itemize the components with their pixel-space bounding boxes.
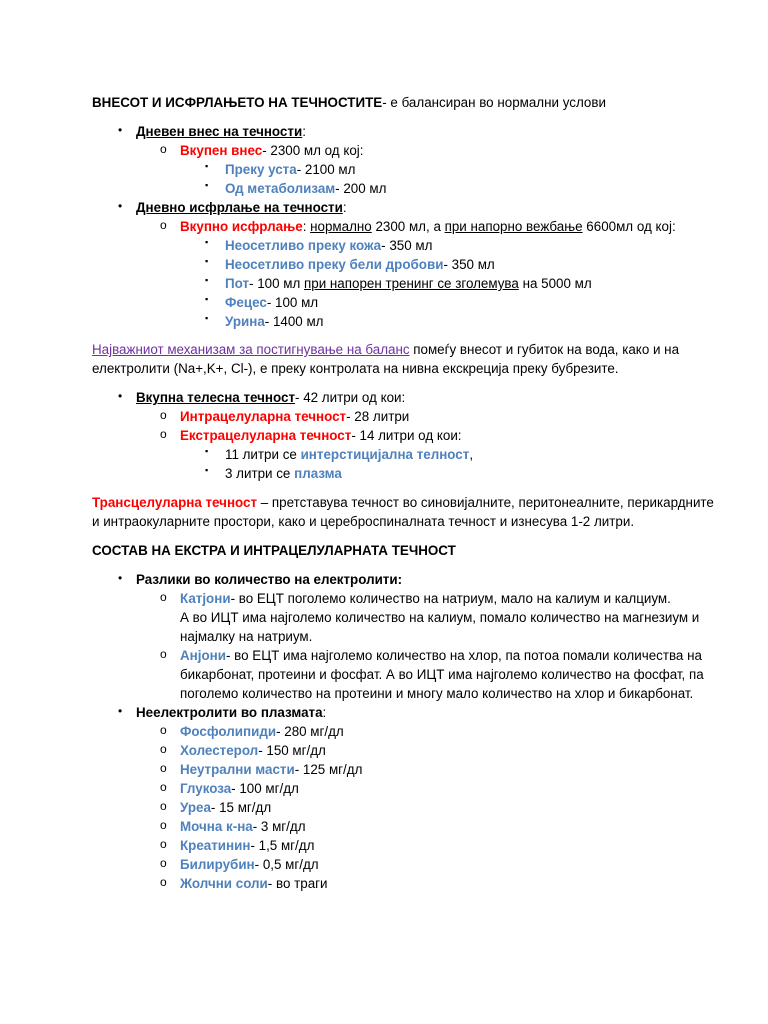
square-bullet-icon: ▪ (205, 275, 209, 285)
square-bullet-icon: ▪ (205, 313, 209, 323)
paragraph-transcellular-line2: и интраокуларните простори, како и цереброспиналната течност и изнесува 1-2 литри. (92, 514, 635, 529)
heading-balance: ВНЕСОТ И ИСФРЛАЊЕТО НА ТЕЧНОСТИТЕ- е балансиран во нормални услови (92, 95, 606, 110)
circle-bullet-icon: o (160, 742, 167, 756)
extracellular-sub-item: 11 литри се интерстицијална телност, (225, 447, 474, 462)
circle-bullet-icon: o (160, 218, 167, 232)
bullet-icon: • (118, 199, 123, 213)
extracellular-line: Екстрацелуларна течност- 14 литри од кои: (180, 428, 462, 443)
mechanism-link[interactable]: Најважниот механизам за постигнување на баланс (92, 342, 410, 357)
nonelectrolyte-item: Мочна к-на- 3 мг/дл (180, 819, 306, 834)
square-bullet-icon: ▪ (205, 256, 209, 266)
output-total: Вкупно исфрлање: нормално 2300 мл, а при напорно вежбање 6600мл од кој: (180, 219, 676, 234)
nonelectrolytes-heading: Неелектролити во плазмата: (136, 705, 327, 720)
cations-line2: А во ИЦТ има најголемо количество на калиум, помало количество на магнезиум и (180, 610, 700, 625)
intake-item: Преку уста- 2100 мл (225, 162, 356, 177)
output-item: Неосетливо преку бели дробови- 350 мл (225, 257, 495, 272)
circle-bullet-icon: o (160, 856, 167, 870)
square-bullet-icon: ▪ (205, 161, 209, 171)
square-bullet-icon: ▪ (205, 465, 209, 475)
output-item: Неосетливо преку кожа- 350 мл (225, 238, 433, 253)
nonelectrolyte-item: Уреа- 15 мг/дл (180, 800, 272, 815)
nonelectrolyte-item: Неутрални масти- 125 мг/дл (180, 762, 363, 777)
intake-item: Од метаболизам- 200 мл (225, 181, 387, 196)
nonelectrolyte-item: Билирубин- 0,5 мг/дл (180, 857, 319, 872)
output-item: Пот- 100 мл при напорен тренинг се зголемува на 5000 мл (225, 276, 592, 291)
circle-bullet-icon: o (160, 647, 167, 661)
nonelectrolyte-item: Жолчни соли- во траги (180, 876, 328, 891)
circle-bullet-icon: o (160, 427, 167, 441)
bullet-icon: • (118, 389, 123, 403)
paragraph-mechanism-line1: Најважниот механизам за постигнување на баланс помеѓу внесот и губиток на вода, како и на (92, 342, 680, 357)
bullet-icon: • (118, 123, 123, 137)
square-bullet-icon: ▪ (205, 180, 209, 190)
intake-heading: Дневен внес на течности: (136, 124, 306, 139)
circle-bullet-icon: o (160, 408, 167, 422)
square-bullet-icon: ▪ (205, 294, 209, 304)
output-heading: Дневно исфрлање на течности: (136, 200, 347, 215)
anions-line3: поголемо количество на протеини и многу мало количество на хлор и бикарбонат. (180, 686, 694, 701)
circle-bullet-icon: o (160, 780, 167, 794)
circle-bullet-icon: o (160, 799, 167, 813)
anions-line2: бикарбонат, протеини и фосфат. А во ИЦТ има најголемо количество на фосфат, па (180, 667, 704, 682)
cations-line1: Катјони- во ЕЦТ поголемо количество на натриум, мало на калиум и калциум. (180, 591, 671, 606)
paragraph-transcellular-line1: Трансцелуларна течност – претставува течност во синовијалните, перитонеалните, перикардните (92, 495, 714, 510)
cations-line3: најмалку на натриум. (180, 629, 313, 644)
nonelectrolyte-item: Глукоза- 100 мг/дл (180, 781, 299, 796)
circle-bullet-icon: o (160, 761, 167, 775)
output-item: Фецес- 100 мл (225, 295, 319, 310)
nonelectrolyte-item: Креатинин- 1,5 мг/дл (180, 838, 315, 853)
circle-bullet-icon: o (160, 875, 167, 889)
square-bullet-icon: ▪ (205, 446, 209, 456)
nonelectrolyte-item: Холестерол- 150 мг/дл (180, 743, 326, 758)
electrolytes-heading: Разлики во количество на електролити: (136, 572, 403, 587)
intracellular-line: Интрацелуларна течност- 28 литри (180, 409, 410, 424)
extracellular-sub-item: 3 литри се плазма (225, 466, 342, 481)
body-water-heading: Вкупна телесна течност- 42 литри од кои: (136, 390, 406, 405)
circle-bullet-icon: o (160, 142, 167, 156)
square-bullet-icon: ▪ (205, 237, 209, 247)
intake-total: Вкупен внес- 2300 мл од кој: (180, 143, 364, 158)
paragraph-mechanism-line2: електролити (Na+,K+, Cl-), е преку контролата на нивна екскреција преку бубрезите. (92, 361, 619, 376)
nonelectrolyte-item: Фосфолипиди- 280 мг/дл (180, 724, 344, 739)
circle-bullet-icon: o (160, 590, 167, 604)
bullet-icon: • (118, 571, 123, 585)
bullet-icon: • (118, 704, 123, 718)
circle-bullet-icon: o (160, 818, 167, 832)
output-item: Урина- 1400 мл (225, 314, 324, 329)
heading-composition: СОСТАВ НА ЕКСТРА И ИНТРАЦЕЛУЛАРНАТА ТЕЧНОСТ (92, 543, 456, 558)
circle-bullet-icon: o (160, 837, 167, 851)
anions-line1: Анјони- во ЕЦТ има најголемо количество на хлор, па потоа помали количества на (180, 648, 702, 663)
circle-bullet-icon: o (160, 723, 167, 737)
